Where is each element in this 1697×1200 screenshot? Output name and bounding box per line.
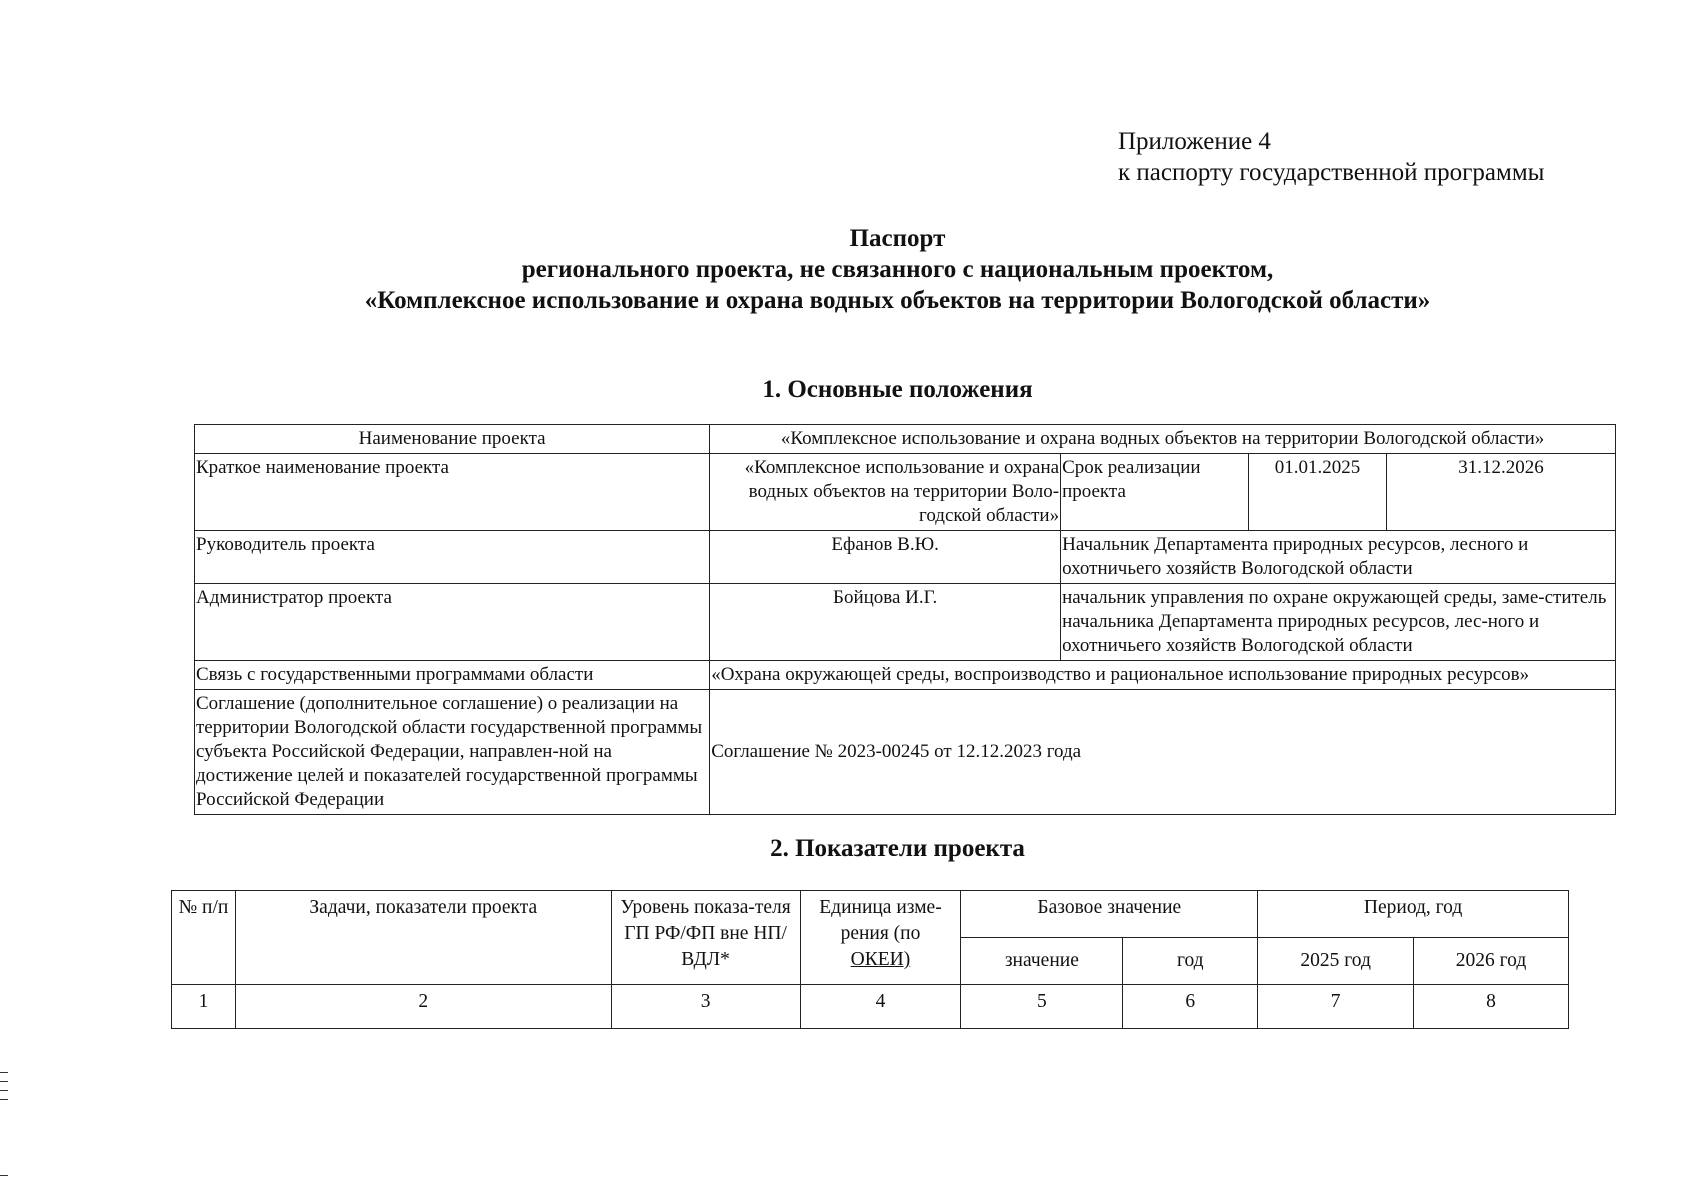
column-number-2: 2: [235, 985, 611, 1029]
column-number-1: 1: [172, 985, 236, 1029]
header-base-value: значение: [961, 938, 1123, 985]
term-end: 31.12.2026: [1387, 454, 1616, 531]
column-number-8: 8: [1414, 985, 1569, 1029]
column-number-3: 3: [611, 985, 800, 1029]
table-row: [195, 425, 1616, 454]
table-row: [195, 690, 1616, 815]
column-number-6: 6: [1123, 985, 1258, 1029]
header-unit-okei: ОКЕИ): [850, 949, 911, 970]
table-row: [195, 584, 1616, 661]
project-name-value: «Комплексное использование и охрана водных объектов на территории Вологодской области»: [710, 425, 1616, 454]
admin-label: Администратор проекта: [195, 584, 710, 661]
short-name-label: Краткое наименование проекта: [195, 454, 710, 531]
title-line-2: регионального проекта, не связанного с национальным проектом,: [521, 256, 1274, 283]
header-base: Базовое значение: [961, 891, 1258, 938]
header-unit: [800, 891, 961, 985]
main-provisions-table: [194, 424, 1616, 815]
indicators-table: [171, 890, 1569, 1029]
table-row: [172, 985, 1569, 1029]
table-row: [172, 891, 1569, 938]
short-name-value: «Комплексное использование и охрана водных объектов на территории Воло-годской области»: [710, 454, 1061, 531]
margin-tick: [0, 1099, 8, 1100]
column-number-4: 4: [800, 985, 961, 1029]
header-unit-prefix: Единица изме-рения (по: [819, 897, 942, 944]
section-2-heading: 2. Показатели проекта: [770, 835, 1025, 862]
column-number-7: 7: [1258, 985, 1414, 1029]
admin-name: Бойцова И.Г.: [710, 584, 1061, 661]
header-base-year: год: [1123, 938, 1258, 985]
document-title: [0, 223, 1697, 316]
appendix-line-2: к паспорту государственной программы: [1118, 159, 1545, 186]
term-label: Срок реализации проекта: [1061, 454, 1249, 531]
term-start: 01.01.2025: [1249, 454, 1387, 531]
admin-position: начальник управления по охране окружающей среды, заме-ститель начальника Департамента природных ресурсов, лес-ного и охотничьего хозяйств Вологодской области: [1061, 584, 1616, 661]
appendix-line-1: Приложение 4: [1118, 128, 1271, 155]
leader-position: Начальник Департамента природных ресурсов, лесного и охотничьего хозяйств Вологодской области: [1061, 531, 1616, 584]
appendix-note: [1118, 126, 1544, 188]
section-1-heading: 1. Основные положения: [762, 376, 1033, 403]
margin-tick: [0, 1090, 8, 1091]
title-line-3: «Комплексное использование и охрана водных объектов на территории Вологодской области»: [364, 287, 1431, 314]
link-value: «Охрана окружающей среды, воспроизводство и рациональное использование природных ресурсов»: [710, 661, 1616, 690]
header-2025: 2025 год: [1258, 938, 1414, 985]
margin-tick: [0, 1175, 8, 1176]
leader-label: Руководитель проекта: [195, 531, 710, 584]
header-num: № п/п: [172, 891, 236, 985]
table-row: [195, 531, 1616, 584]
table-row: [195, 454, 1616, 531]
header-2026: 2026 год: [1414, 938, 1569, 985]
leader-name: Ефанов В.Ю.: [710, 531, 1061, 584]
agreement-value: Соглашение № 2023-00245 от 12.12.2023 года: [710, 690, 1616, 815]
link-label: Связь с государственными программами области: [195, 661, 710, 690]
header-tasks: Задачи, показатели проекта: [235, 891, 611, 985]
project-name-label: Наименование проекта: [195, 425, 710, 454]
column-number-5: 5: [961, 985, 1123, 1029]
table-row: [195, 661, 1616, 690]
header-period: Период, год: [1258, 891, 1569, 938]
header-level: Уровень показа-теля ГП РФ/ФП вне НП/ВДЛ*: [611, 891, 800, 985]
title-line-1: Паспорт: [849, 225, 946, 252]
margin-tick: [0, 1081, 8, 1082]
margin-tick: [0, 1072, 8, 1073]
agreement-label: Соглашение (дополнительное соглашение) о реализации на территории Вологодской области государственной программы субъекта Российской Федерации, направлен-ной на достижение целей и показателей государственной программы Российской Федерации: [195, 690, 710, 815]
